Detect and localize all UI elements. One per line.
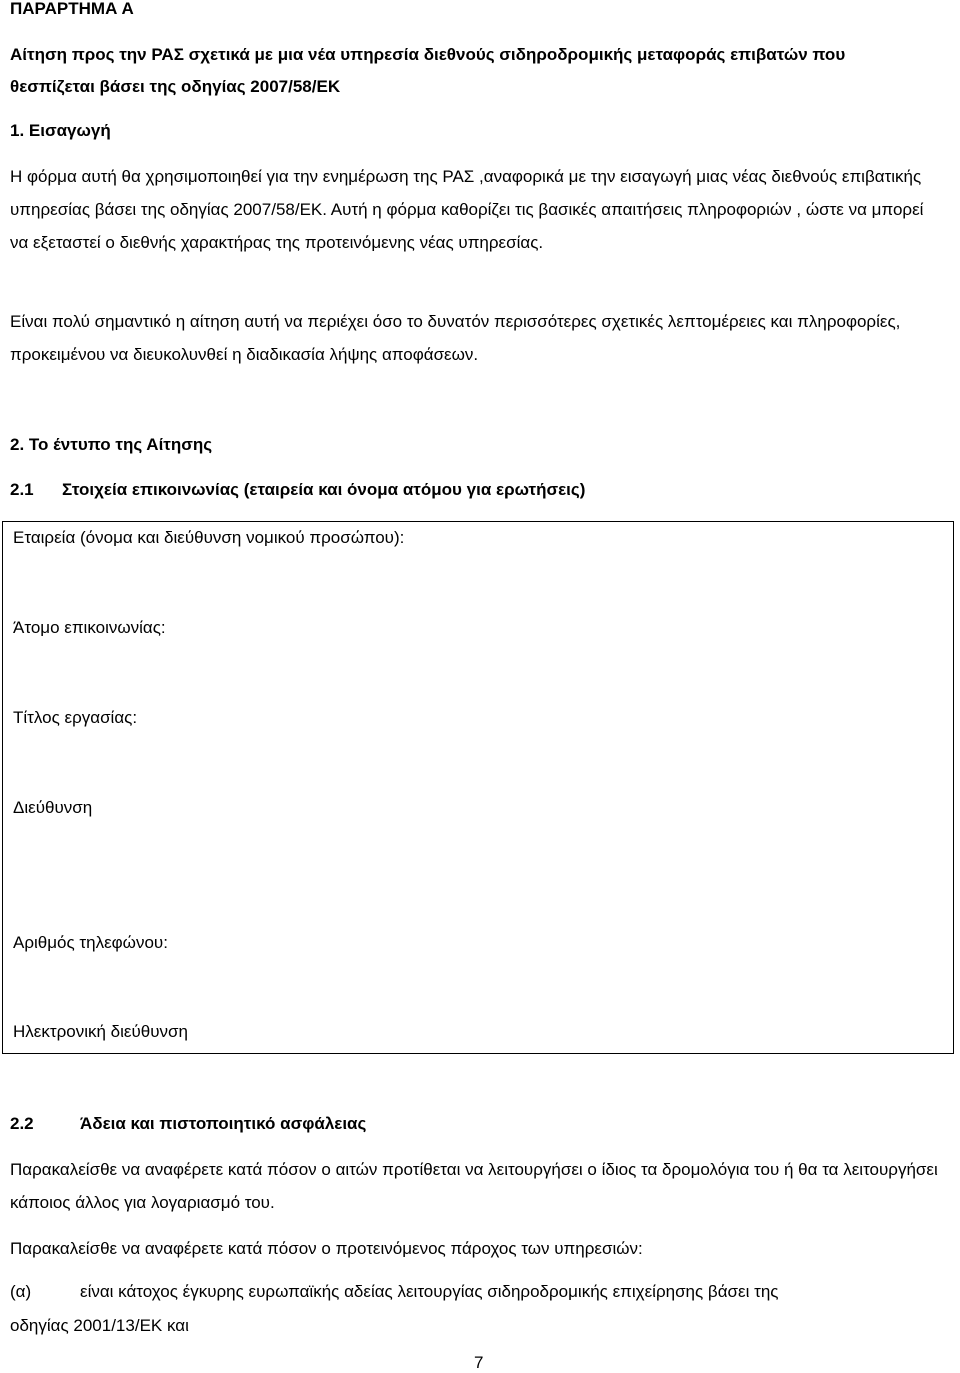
email-field-label[interactable]: Ηλεκτρονική διεύθυνση [13,1022,188,1041]
license-paragraph-1: Παρακαλείσθε να αναφέρετε κατά πόσον ο αιτών προτίθεται να λειτουργήσει ο ίδιος τα δρομολόγια του ή θα τα λειτουργήσει κάποιος άλλος για λογαριασμό του. [10,1160,938,1212]
list-item-a-line-1: είναι κάτοχος έγκυρης ευρωπαϊκής αδείας λειτουργίας σιδηροδρομικής επιχείρησης βάσει της [80,1282,779,1301]
license-paragraph-2: Παρακαλείσθε να αναφέρετε κατά πόσον ο προτεινόμενος πάροχος των υπηρεσιών: [10,1239,643,1258]
contact-person-field-label[interactable]: Άτομο επικοινωνίας: [13,618,166,637]
subsection-2-2-title: Άδεια και πιστοποιητικό ασφάλειας [80,1114,367,1133]
phone-field-label[interactable]: Αριθμός τηλεφώνου: [13,933,168,952]
subsection-2-1-title: Στοιχεία επικοινωνίας (εταιρεία και όνομα ατόμου για ερωτήσεις) [62,480,586,499]
intro-paragraph-2: Είναι πολύ σημαντικό η αίτηση αυτή να περιέχει όσο το δυνατόν περισσότερες σχετικές λεπτομέρειες και πληροφορίες, προκειμένου να διευκολυνθεί η διαδικασία λήψης αποφάσεων. [10,312,901,364]
company-field-label[interactable]: Εταιρεία (όνομα και διεύθυνση νομικού προσώπου): [13,528,405,547]
document-title-line-1: Αίτηση προς την ΡΑΣ σχετικά με μια νέα υπηρεσία διεθνούς σιδηροδρομικής μεταφοράς επιβατών που [10,45,846,64]
subsection-2-2-number: 2.2 [10,1114,34,1133]
appendix-title: ΠΑΡΑΡΤΗΜΑ Α [10,0,134,18]
page-number: 7 [474,1353,484,1372]
intro-paragraph-1: Η φόρμα αυτή θα χρησιμοποιηθεί για την ενημέρωση της ΡΑΣ ,αναφορικά με την εισαγωγή μιας νέας διεθνούς επιβατικής υπηρεσίας βάσει της οδηγίας 2007/58/ΕΚ. Αυτή η φόρμα καθορίζει τις βασικές απαιτήσεις πληροφοριών , ώστε να μπορεί να εξεταστεί ο διεθνής χαρακτήρας της προτεινόμενης νέας υπηρεσίας. [10,167,924,252]
section-1-heading: 1. Εισαγωγή [10,121,111,140]
contact-details-form [2,521,954,1054]
list-item-a-line-2: οδηγίας 2001/13/ΕΚ και [10,1316,189,1335]
list-item-a-label: (α) [10,1282,32,1301]
subsection-2-1-number: 2.1 [10,480,34,499]
section-2-heading: 2. Το έντυπο της Αίτησης [10,435,213,454]
job-title-field-label[interactable]: Τίτλος εργασίας: [13,708,138,727]
address-field-label[interactable]: Διεύθυνση [13,798,93,817]
document-title-line-2: θεσπίζεται βάσει της οδηγίας 2007/58/ΕΚ [10,77,341,96]
